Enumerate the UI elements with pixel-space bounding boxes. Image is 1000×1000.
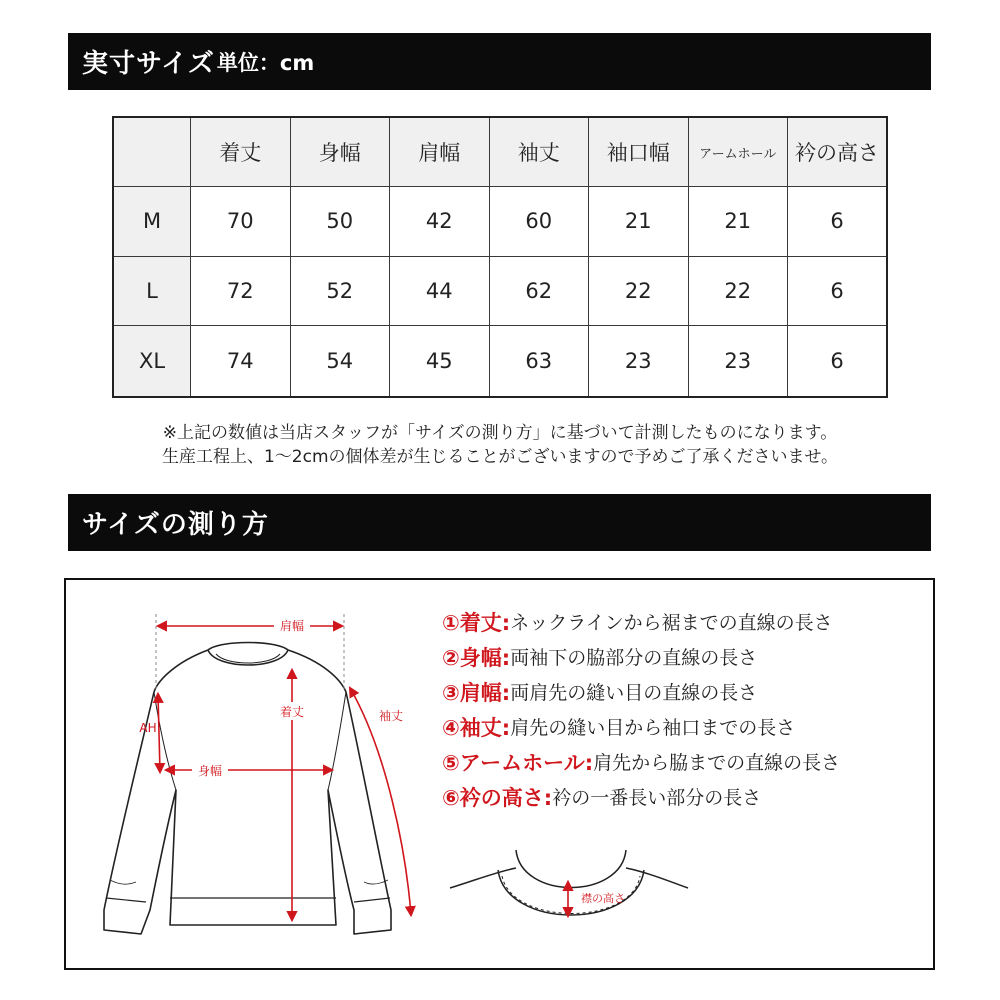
howto-box <box>64 578 935 970</box>
table-cell: 22 <box>688 256 788 326</box>
collar-detail <box>450 850 688 915</box>
table-cell: 45 <box>390 326 490 397</box>
col-header-length: 着丈 <box>191 117 291 187</box>
col-header-sleeve: 袖丈 <box>489 117 589 187</box>
legend-key: ④袖丈: <box>442 715 511 740</box>
collar-label: 襟の高さ <box>581 892 625 905</box>
row-size-label: M <box>113 187 191 257</box>
table-cell: 23 <box>589 326 689 397</box>
legend-item <box>442 604 840 639</box>
legend-desc: 両肩先の縫い目の直線の長さ <box>510 682 758 704</box>
measurement-legend <box>442 604 840 814</box>
armhole-arrow <box>158 694 160 772</box>
table-cell: 44 <box>390 256 490 326</box>
table-corner-cell <box>113 117 191 187</box>
legend-item <box>442 674 840 709</box>
size-section-header <box>68 33 931 90</box>
legend-key: ⑥衿の高さ: <box>442 785 553 810</box>
size-table <box>112 116 888 398</box>
sweater-outline <box>104 643 391 935</box>
table-cell: 6 <box>788 187 888 257</box>
legend-key: ①着丈: <box>442 610 511 635</box>
size-unit-label: 単位：cm <box>216 50 315 75</box>
table-cell: 72 <box>191 256 291 326</box>
col-header-armhole: アームホール <box>688 117 788 187</box>
size-section-title: 実寸サイズ <box>82 49 215 79</box>
note-line-2: 生産工程上、1〜2cmの個体差が生じることがございますので予めご了承くださいませ。 <box>161 447 839 467</box>
table-cell: 23 <box>688 326 788 397</box>
shoulder-label: 肩幅 <box>279 619 305 633</box>
table-cell: 50 <box>290 187 390 257</box>
sleeve-label: 袖丈 <box>378 709 404 723</box>
legend-item <box>442 709 840 744</box>
legend-desc: 衿の一番長い部分の長さ <box>552 787 762 809</box>
legend-desc: 肩先から脇までの直線の長さ <box>593 752 841 774</box>
table-row <box>113 256 887 326</box>
table-cell: 74 <box>191 326 291 397</box>
table-cell: 54 <box>290 326 390 397</box>
legend-item <box>442 744 840 779</box>
legend-key: ②身幅: <box>442 645 511 670</box>
table-cell: 22 <box>589 256 689 326</box>
note-line-1: ※上記の数値は当店スタッフが「サイズの測り方」に基づいて計測したものになります。 <box>162 423 838 443</box>
legend-desc: 肩先の縫い目から袖口までの長さ <box>510 717 796 739</box>
col-header-cuff: 袖口幅 <box>589 117 689 187</box>
legend-item <box>442 779 840 814</box>
measurement-notes <box>0 421 1000 469</box>
legend-desc: 両袖下の脇部分の直線の長さ <box>510 647 758 669</box>
length-label: 着丈 <box>279 705 305 719</box>
howto-section-title: サイズの測り方 <box>82 510 269 540</box>
table-cell: 42 <box>390 187 490 257</box>
row-size-label: L <box>113 256 191 326</box>
table-header-row <box>113 117 887 187</box>
howto-section-header <box>68 494 931 551</box>
armhole-label: AH <box>139 721 157 735</box>
legend-item <box>442 639 840 674</box>
table-cell: 21 <box>589 187 689 257</box>
table-cell: 52 <box>290 256 390 326</box>
table-cell: 63 <box>489 326 589 397</box>
col-header-collar: 衿の高さ <box>788 117 888 187</box>
table-cell: 6 <box>788 326 888 397</box>
table-row <box>113 187 887 257</box>
table-cell: 6 <box>788 256 888 326</box>
table-row <box>113 326 887 397</box>
row-size-label: XL <box>113 326 191 397</box>
table-cell: 60 <box>489 187 589 257</box>
body-width-label: 身幅 <box>197 764 223 778</box>
table-cell: 62 <box>489 256 589 326</box>
col-header-body-width: 身幅 <box>290 117 390 187</box>
legend-desc: ネックラインから裾までの直線の長さ <box>510 612 833 634</box>
legend-key: ⑤アームホール: <box>442 750 594 775</box>
table-cell: 21 <box>688 187 788 257</box>
legend-key: ③肩幅: <box>442 680 511 705</box>
col-header-shoulder: 肩幅 <box>390 117 490 187</box>
table-cell: 70 <box>191 187 291 257</box>
